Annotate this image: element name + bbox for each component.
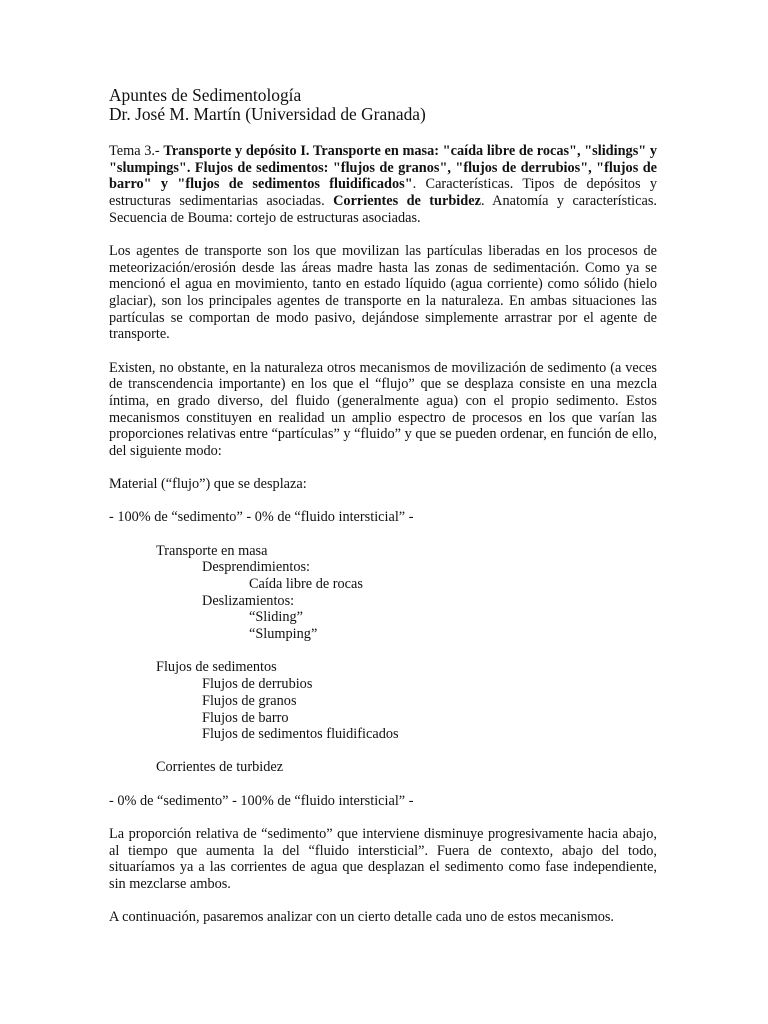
topic-bold-1: Transporte y depósito I. Transporte en masa: "caída libre de rocas", "slidings" y "slumpings". Flujos de sedimentos: "flujos de granos", "flujos de derrubios", "flujos de barro" y "flujos de sedimentos fluidificados" — [109, 142, 657, 193]
outline-slumping: “Slumping” — [249, 626, 318, 643]
outline-flujos-fluidificados: Flujos de sedimentos fluidificados — [202, 726, 399, 743]
outline-transporte-en-masa: Transporte en masa — [156, 542, 268, 559]
outline-sliding: “Sliding” — [249, 609, 304, 626]
topic-text-3: . Anatomía y características. Secuencia de Bouma: cortejo de estructuras asociadas. — [109, 192, 657, 226]
paragraph-other-mechanisms: Existen, no obstante, en la naturaleza otros mecanismos de movilización de sedimento (a veces de transcendencia importante) en los que el “flujo” que se desplaza consiste en una mezcla íntima, en grado diverso, del fluido (generalmente agua) con el propio sedimento. Estos mecanismos constituyen en realidad un amplio espectro de procesos en los que varían las proporciones relativas entre “partículas” y “fluido” y que se pueden ordenar, en función de ello, del siguiente modo: — [109, 359, 657, 460]
document-header — [109, 86, 657, 125]
outline-spacer — [109, 743, 657, 760]
topic-bold-2: Corrientes de turbidez — [333, 192, 481, 209]
topic-text-2: . Características. Tipos de depósitos y estructuras sedimentarias asociadas. — [109, 176, 657, 209]
topic-summary — [109, 143, 657, 227]
paragraph-next: A continuación, pasaremos analizar con un cierto detalle cada uno de estos mecanismos. — [109, 909, 614, 926]
range-top: - 100% de “sedimento” - 0% de “fluido intersticial” - — [109, 509, 414, 526]
outline-caida-libre: Caída libre de rocas — [249, 576, 363, 593]
outline-flujos-granos: Flujos de granos — [202, 692, 297, 709]
outline-deslizamientos: Deslizamientos: — [202, 592, 295, 609]
header-author: Dr. José M. Martín (Universidad de Granada) — [109, 104, 426, 125]
range-bottom: - 0% de “sedimento” - 100% de “fluido intersticial” - — [109, 792, 414, 809]
paragraph-proportion: La proporción relativa de “sedimento” que interviene disminuye progresivamente hacia abajo, al tiempo que aumenta la del “fluido intersticial”. Fuera de contexto, abajo del todo, situaríamos ya a las corrientes de agua que desplazan el sedimento como fase independiente, sin mezclarse ambos. — [109, 825, 657, 892]
header-title: Apuntes de Sedimentología — [109, 85, 302, 105]
mechanism-outline — [109, 543, 657, 776]
outline-flujos-derrubios: Flujos de derrubios — [202, 676, 313, 693]
outline-flujos-barro: Flujos de barro — [202, 709, 289, 726]
outline-desprendimientos: Desprendimientos: — [202, 559, 311, 576]
paragraph-transport-agents: Los agentes de transporte son los que movilizan las partículas liberadas en los procesos de meteorización/erosión desde las áreas madre hasta las zonas de sedimentación. Como ya se mencionó el agua en movimiento, tanto en estado líquido (agua corriente) como sólido (hielo glaciar), son los principales agentes de transporte en la naturaleza. En ambas situaciones las partículas se comportan de modo pasivo, dejándose simplemente arrastrar por el agente de transporte. — [109, 242, 657, 343]
outline-flujos-de-sedimentos: Flujos de sedimentos — [156, 659, 277, 676]
material-heading: Material (“flujo”) que se desplaza: — [109, 476, 307, 493]
outline-corrientes-turbidez: Corrientes de turbidez — [156, 759, 284, 776]
document-body — [109, 86, 657, 942]
topic-label: Tema 3.- — [109, 142, 164, 159]
outline-spacer — [109, 643, 657, 660]
